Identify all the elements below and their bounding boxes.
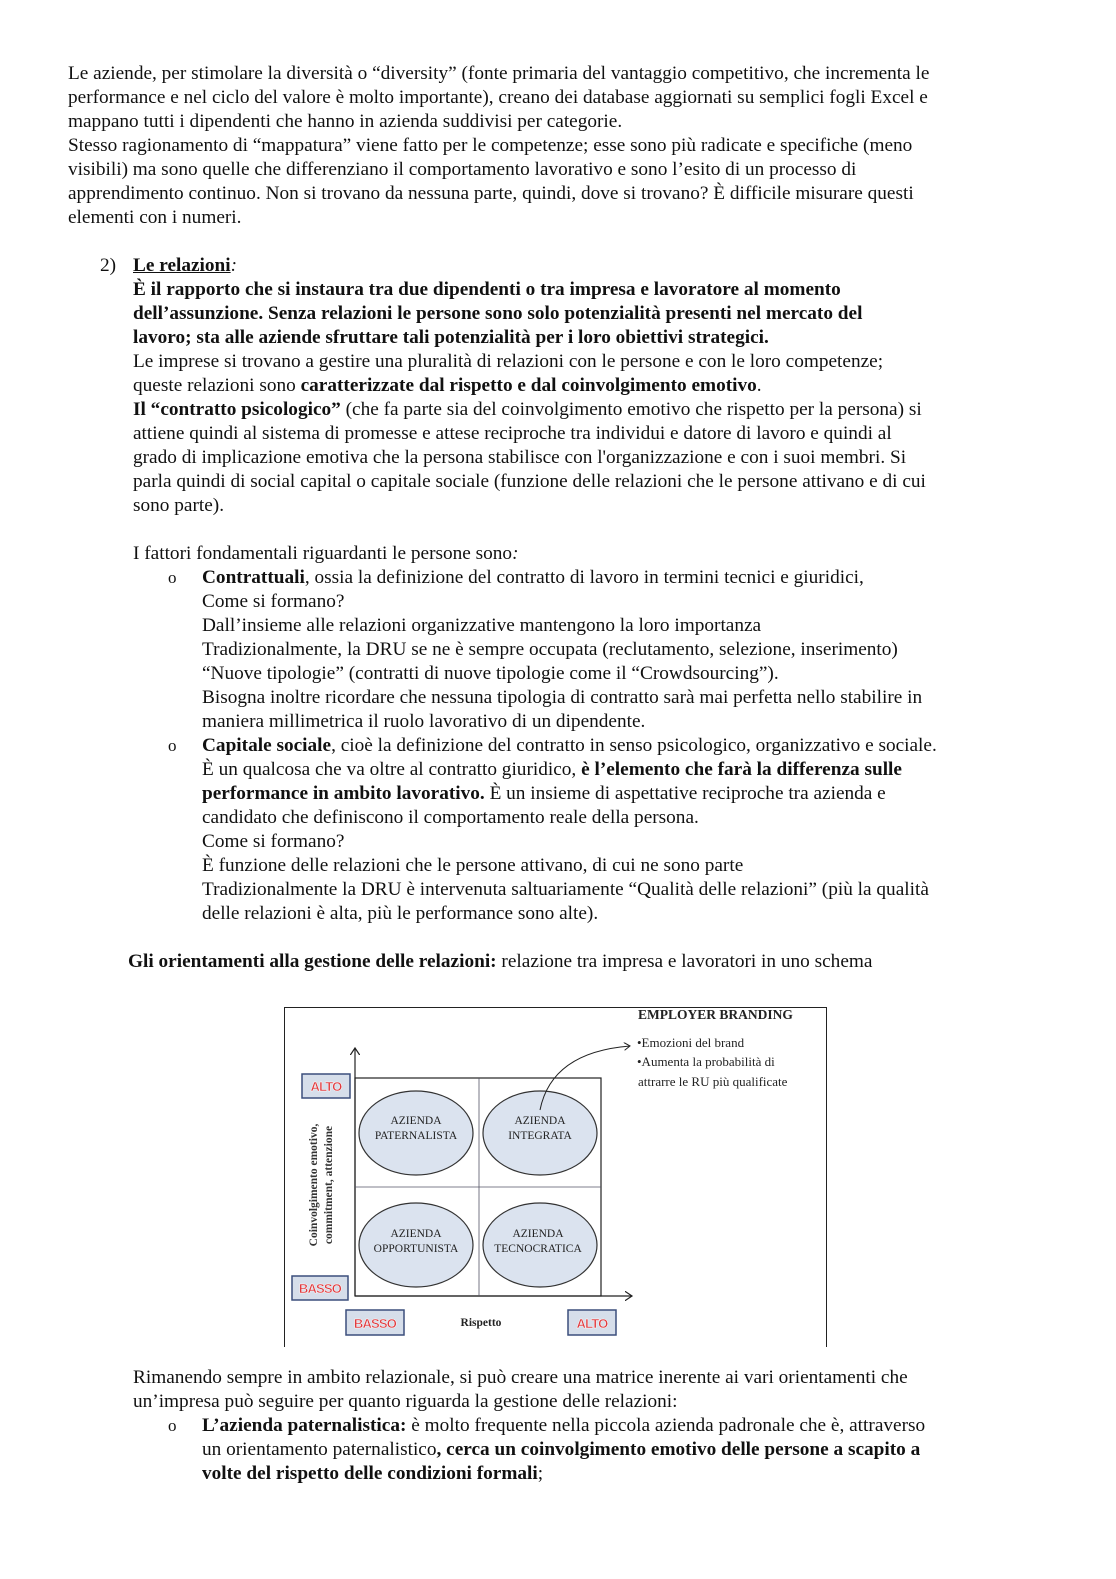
quadrant-label: INTEGRATA bbox=[508, 1130, 572, 1142]
bullet-circle-icon: o bbox=[168, 568, 177, 587]
text-line bbox=[0, 470, 1116, 494]
text-run: . bbox=[756, 375, 762, 396]
bold-text: è l’elemento che farà la differenza sulle bbox=[581, 759, 902, 780]
text-line bbox=[0, 806, 1116, 830]
text-run: “Nuove tipologie” (contratti di nuove tipologie come il “Crowdsourcing”). bbox=[202, 663, 779, 684]
text-run: Come si formano? bbox=[202, 591, 345, 612]
bold-text: Le relazioni bbox=[133, 255, 231, 276]
quadrant-label: AZIENDA bbox=[390, 1115, 442, 1127]
text-run: È funzione delle relazioni che le persone attivano, di cui ne sono parte bbox=[202, 855, 744, 876]
text-run: : bbox=[512, 543, 519, 564]
x-high-label: ALTO bbox=[576, 1316, 608, 1331]
text-line bbox=[0, 902, 1116, 926]
text-line bbox=[0, 1438, 1116, 1462]
text-run: Dall’insieme alle relazioni organizzative mantengono la loro importanza bbox=[202, 615, 762, 636]
text-run: È un insieme di aspettative reciproche tra azienda e bbox=[484, 783, 886, 804]
text-run: delle relazioni è alta, più le performance sono alte). bbox=[202, 903, 599, 924]
bullet-line bbox=[0, 1414, 1116, 1438]
text-line bbox=[0, 1462, 1116, 1486]
text-line bbox=[0, 1366, 1116, 1390]
text-run: (che fa parte sia del coinvolgimento emotivo che rispetto per la persona) si bbox=[340, 399, 922, 420]
bold-text: lavoro; sta alle aziende sfruttare tali potenzialità per i loro obiettivi strategici. bbox=[133, 327, 769, 348]
blank-line bbox=[0, 230, 1116, 254]
text-line bbox=[0, 278, 1116, 302]
text-line bbox=[0, 662, 1116, 686]
text-run: Rimanendo sempre in ambito relazionale, si può creare una matrice inerente ai vari orientamenti che bbox=[133, 1367, 908, 1388]
text-line bbox=[0, 878, 1116, 902]
y-high-label: ALTO bbox=[310, 1079, 342, 1094]
document-page bbox=[0, 62, 1116, 1486]
text-run: : bbox=[230, 255, 238, 276]
text-line bbox=[0, 110, 1116, 134]
text-run: ; bbox=[537, 1463, 544, 1484]
quadrant-label: AZIENDA bbox=[514, 1115, 566, 1127]
text-run: è molto frequente nella piccola azienda padronale che è, attraverso bbox=[406, 1415, 926, 1436]
text-line bbox=[0, 350, 1116, 374]
y-low-label: BASSO bbox=[298, 1281, 342, 1296]
text-line bbox=[0, 542, 1116, 566]
text-run: mappano tutti i dipendenti che hanno in azienda suddivisi per categorie. bbox=[68, 111, 623, 132]
text-run: maniera millimetrica il ruolo lavorativo di un dipendente. bbox=[202, 711, 646, 732]
document-text-bottom bbox=[0, 1366, 1116, 1486]
bold-text: performance in ambito lavorativo. bbox=[202, 783, 485, 804]
text-run: Come si formano? bbox=[202, 831, 345, 852]
blank-line bbox=[0, 926, 1116, 950]
text-run: apprendimento continuo. Non si trovano da nessuna parte, quindi, dove si trovano? È difficile misurare questi bbox=[68, 183, 914, 204]
text-run: Tradizionalmente, la DRU se ne è sempre occupata (reclutamento, selezione, inserimento) bbox=[202, 639, 898, 660]
quadrant-label: AZIENDA bbox=[390, 1228, 442, 1240]
employer-branding-note: •Aumenta la probabilità di bbox=[637, 1054, 775, 1069]
quadrant-label: PATERNALISTA bbox=[374, 1130, 458, 1142]
text-run: relazione tra impresa e lavoratori in uno schema bbox=[496, 951, 873, 972]
text-line bbox=[0, 446, 1116, 470]
text-run: visibili) ma sono quelle che differenziano il comportamento lavorativo e sono l’esito di un processo di bbox=[68, 159, 857, 180]
text-line bbox=[0, 830, 1116, 854]
text-line bbox=[0, 494, 1116, 518]
x-axis-label: Rispetto bbox=[460, 1317, 502, 1329]
text-run: Tradizionalmente la DRU è intervenuta saltuariamente “Qualità delle relazioni” (più la qualità bbox=[202, 879, 929, 900]
blank-line bbox=[0, 518, 1116, 542]
text-run: , ossia la definizione del contratto di lavoro in termini tecnici e giuridici, bbox=[304, 567, 864, 588]
text-line bbox=[0, 302, 1116, 326]
text-run: Stesso ragionamento di “mappatura” viene fatto per le competenze; esse sono più radicate e specifiche (meno bbox=[68, 135, 913, 156]
text-run: È un qualcosa che va oltre al contratto giuridico, bbox=[202, 759, 582, 780]
text-run: grado di implicazione emotiva che la persona stabilisce con l'organizzazione e con i suoi membri. Si bbox=[133, 447, 907, 468]
text-line bbox=[0, 326, 1116, 350]
bold-text: , cerca un coinvolgimento emotivo delle persone a scapito a bbox=[436, 1439, 921, 1460]
text-line bbox=[0, 86, 1116, 110]
text-run: un orientamento paternalistico bbox=[202, 1439, 437, 1460]
quadrant-label: AZIENDA bbox=[512, 1228, 564, 1240]
text-line bbox=[0, 614, 1116, 638]
bold-text: È il rapporto che si instaura tra due dipendenti o tra impresa e lavoratore al momento bbox=[133, 279, 841, 300]
relations-matrix-diagram bbox=[284, 1007, 827, 1347]
text-run: sono parte). bbox=[133, 495, 225, 516]
bullet-circle-icon: o bbox=[168, 1416, 177, 1435]
text-run: parla quindi di social capital o capitale sociale (funzione delle relazioni che le persone attivano e di cui bbox=[133, 471, 926, 492]
text-run: candidato che definiscono il comportamento reale della persona. bbox=[202, 807, 699, 828]
bullet-circle-icon: o bbox=[168, 736, 177, 755]
text-line bbox=[0, 638, 1116, 662]
y-axis-label: commitment, attenzione bbox=[323, 1125, 335, 1245]
document-text-top bbox=[0, 62, 1116, 974]
quadrant-label: TECNOCRATICA bbox=[494, 1243, 582, 1255]
text-run: I fattori fondamentali riguardanti le persone sono bbox=[133, 543, 513, 564]
text-line bbox=[0, 62, 1116, 86]
bold-text: Capitale sociale bbox=[202, 735, 332, 756]
bullet-line bbox=[0, 734, 1116, 758]
text-line bbox=[0, 134, 1116, 158]
bold-text: caratterizzate dal rispetto e dal coinvolgimento emotivo bbox=[300, 375, 757, 396]
y-axis-label: Coinvolgimento emotivo, bbox=[308, 1123, 320, 1247]
text-run: Bisogna inoltre ricordare che nessuna tipologia di contratto sarà mai perfetta nello stabilire in bbox=[202, 687, 923, 708]
text-line bbox=[0, 854, 1116, 878]
text-run: Le aziende, per stimolare la diversità o “diversity” (fonte primaria del vantaggio competitivo, che incrementa le bbox=[68, 63, 930, 84]
bold-text: dell’assunzione. Senza relazioni le persone sono solo potenzialità presenti nel mercato del bbox=[133, 303, 863, 324]
text-line bbox=[0, 374, 1116, 398]
text-line bbox=[0, 1390, 1116, 1414]
bold-text: Gli orientamenti alla gestione delle relazioni: bbox=[128, 951, 497, 972]
text-run: attiene quindi al sistema di promesse e attese reciproche tra individui e datore di lavoro e quindi al bbox=[133, 423, 892, 444]
text-run: queste relazioni sono bbox=[133, 375, 301, 396]
bold-text: Il “contratto psicologico” bbox=[133, 399, 341, 420]
text-line bbox=[0, 758, 1116, 782]
bold-text: Contrattuali bbox=[202, 567, 305, 588]
text-line bbox=[0, 158, 1116, 182]
text-line bbox=[0, 206, 1116, 230]
bullet-line bbox=[0, 566, 1116, 590]
text-run: elementi con i numeri. bbox=[68, 207, 242, 228]
text-line bbox=[0, 182, 1116, 206]
text-line bbox=[0, 422, 1116, 446]
text-run: , cioè la definizione del contratto in senso psicologico, organizzativo e sociale. bbox=[331, 735, 937, 756]
text-line bbox=[0, 686, 1116, 710]
x-low-label: BASSO bbox=[353, 1316, 397, 1331]
employer-branding-title: EMPLOYER BRANDING bbox=[638, 1007, 793, 1022]
text-line bbox=[0, 710, 1116, 734]
text-line bbox=[0, 590, 1116, 614]
list-item-heading bbox=[0, 254, 1116, 278]
text-run: performance e nel ciclo del valore è molto importante), creano dei database aggiornati su semplici fogli Excel e bbox=[68, 87, 928, 108]
bold-text: volte del rispetto delle condizioni formali bbox=[202, 1463, 538, 1484]
text-line bbox=[0, 782, 1116, 806]
employer-branding-note: •Emozioni del brand bbox=[637, 1035, 745, 1050]
text-line bbox=[0, 950, 1116, 974]
list-number: 2) bbox=[100, 255, 117, 276]
text-run: un’impresa può seguire per quanto riguarda la gestione delle relazioni: bbox=[133, 1391, 678, 1412]
bold-text: L’azienda paternalistica: bbox=[202, 1415, 407, 1436]
quadrant-label: OPPORTUNISTA bbox=[373, 1243, 459, 1255]
employer-branding-note: attrarre le RU più qualificate bbox=[638, 1074, 788, 1089]
text-run: Le imprese si trovano a gestire una pluralità di relazioni con le persone e con le loro competenze; bbox=[133, 351, 884, 372]
text-line bbox=[0, 398, 1116, 422]
